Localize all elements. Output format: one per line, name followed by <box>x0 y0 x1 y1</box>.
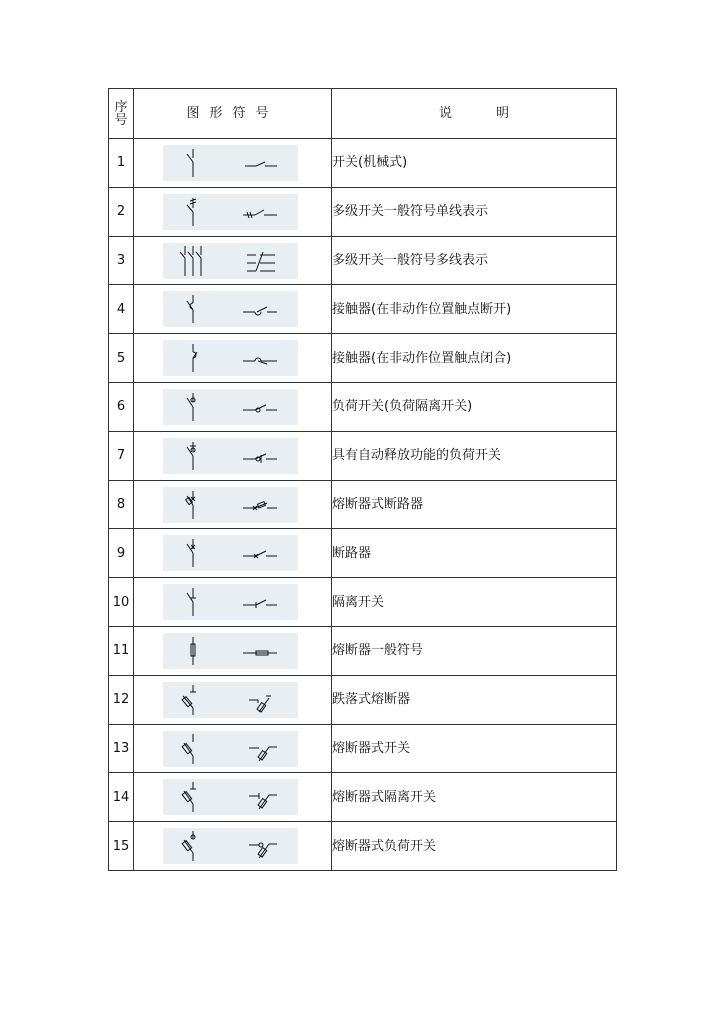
table-row <box>109 139 617 188</box>
header-graphic-symbol: 图形符号 <box>134 89 332 139</box>
header-serial-line1: 序 <box>114 99 128 115</box>
table-row <box>109 236 617 285</box>
header-serial-line2: 号 <box>114 112 128 128</box>
row-number: 13 <box>109 724 134 773</box>
row-symbol-cell <box>134 822 332 871</box>
drop-out-fuse-icon <box>163 682 298 718</box>
table-row <box>109 578 617 627</box>
row-number: 12 <box>109 675 134 724</box>
table-row <box>109 626 617 675</box>
row-symbol-cell <box>134 382 332 431</box>
row-symbol-cell <box>134 431 332 480</box>
row-description: 多级开关一般符号单线表示 <box>332 187 617 236</box>
row-number: 14 <box>109 773 134 822</box>
row-symbol-cell <box>134 626 332 675</box>
row-number: 10 <box>109 578 134 627</box>
row-description: 熔断器式负荷开关 <box>332 822 617 871</box>
header-description-part1: 说 <box>438 106 452 121</box>
row-description: 接触器(在非动作位置触点断开) <box>332 285 617 334</box>
table-header-row <box>109 89 617 139</box>
circuit-breaker-icon <box>163 535 298 571</box>
row-description: 熔断器式开关 <box>332 724 617 773</box>
row-description: 跌落式熔断器 <box>332 675 617 724</box>
contactor-normally-closed-icon <box>163 340 298 376</box>
row-description: 断路器 <box>332 529 617 578</box>
table-row <box>109 480 617 529</box>
fuse-switch-icon <box>163 731 298 767</box>
row-description: 熔断器一般符号 <box>332 626 617 675</box>
row-number: 5 <box>109 334 134 383</box>
table-row <box>109 431 617 480</box>
contactor-normally-open-icon <box>163 291 298 327</box>
row-description: 多级开关一般符号多线表示 <box>332 236 617 285</box>
table-row <box>109 724 617 773</box>
row-description: 熔断器式隔离开关 <box>332 773 617 822</box>
row-description: 接触器(在非动作位置触点闭合) <box>332 334 617 383</box>
row-number: 1 <box>109 139 134 188</box>
load-switch-icon <box>163 389 298 425</box>
row-symbol-cell <box>134 773 332 822</box>
row-number: 8 <box>109 480 134 529</box>
row-description: 开关(机械式) <box>332 139 617 188</box>
row-symbol-cell <box>134 187 332 236</box>
fuse-icon <box>163 633 298 669</box>
row-symbol-cell <box>134 578 332 627</box>
multi-pole-switch-single-line-icon <box>163 194 298 230</box>
table-row <box>109 822 617 871</box>
row-symbol-cell <box>134 139 332 188</box>
disconnector-icon <box>163 584 298 620</box>
row-number: 11 <box>109 626 134 675</box>
row-symbol-cell <box>134 480 332 529</box>
row-symbol-cell <box>134 675 332 724</box>
row-description: 负荷开关(负荷隔离开关) <box>332 382 617 431</box>
table-row <box>109 675 617 724</box>
row-symbol-cell <box>134 334 332 383</box>
fuse-circuit-breaker-icon <box>163 487 298 523</box>
row-symbol-cell <box>134 529 332 578</box>
fuse-disconnector-icon <box>163 779 298 815</box>
table-row <box>109 529 617 578</box>
row-number: 4 <box>109 285 134 334</box>
header-serial-number <box>109 89 134 139</box>
table-row <box>109 773 617 822</box>
row-number: 7 <box>109 431 134 480</box>
fuse-load-switch-icon <box>163 828 298 864</box>
header-description-part2: 明 <box>496 106 510 121</box>
row-description: 隔离开关 <box>332 578 617 627</box>
row-number: 9 <box>109 529 134 578</box>
header-description <box>332 89 617 139</box>
symbol-table <box>108 88 617 871</box>
table-row <box>109 285 617 334</box>
row-number: 6 <box>109 382 134 431</box>
row-description: 熔断器式断路器 <box>332 480 617 529</box>
row-symbol-cell <box>134 724 332 773</box>
multi-pole-switch-multi-line-icon <box>163 243 298 279</box>
switch-mechanical-icon <box>163 145 298 181</box>
table-row <box>109 334 617 383</box>
auto-release-load-switch-icon <box>163 438 298 474</box>
row-number: 15 <box>109 822 134 871</box>
table-row <box>109 187 617 236</box>
row-description: 具有自动释放功能的负荷开关 <box>332 431 617 480</box>
row-number: 2 <box>109 187 134 236</box>
table-row <box>109 382 617 431</box>
row-number: 3 <box>109 236 134 285</box>
row-symbol-cell <box>134 236 332 285</box>
row-symbol-cell <box>134 285 332 334</box>
